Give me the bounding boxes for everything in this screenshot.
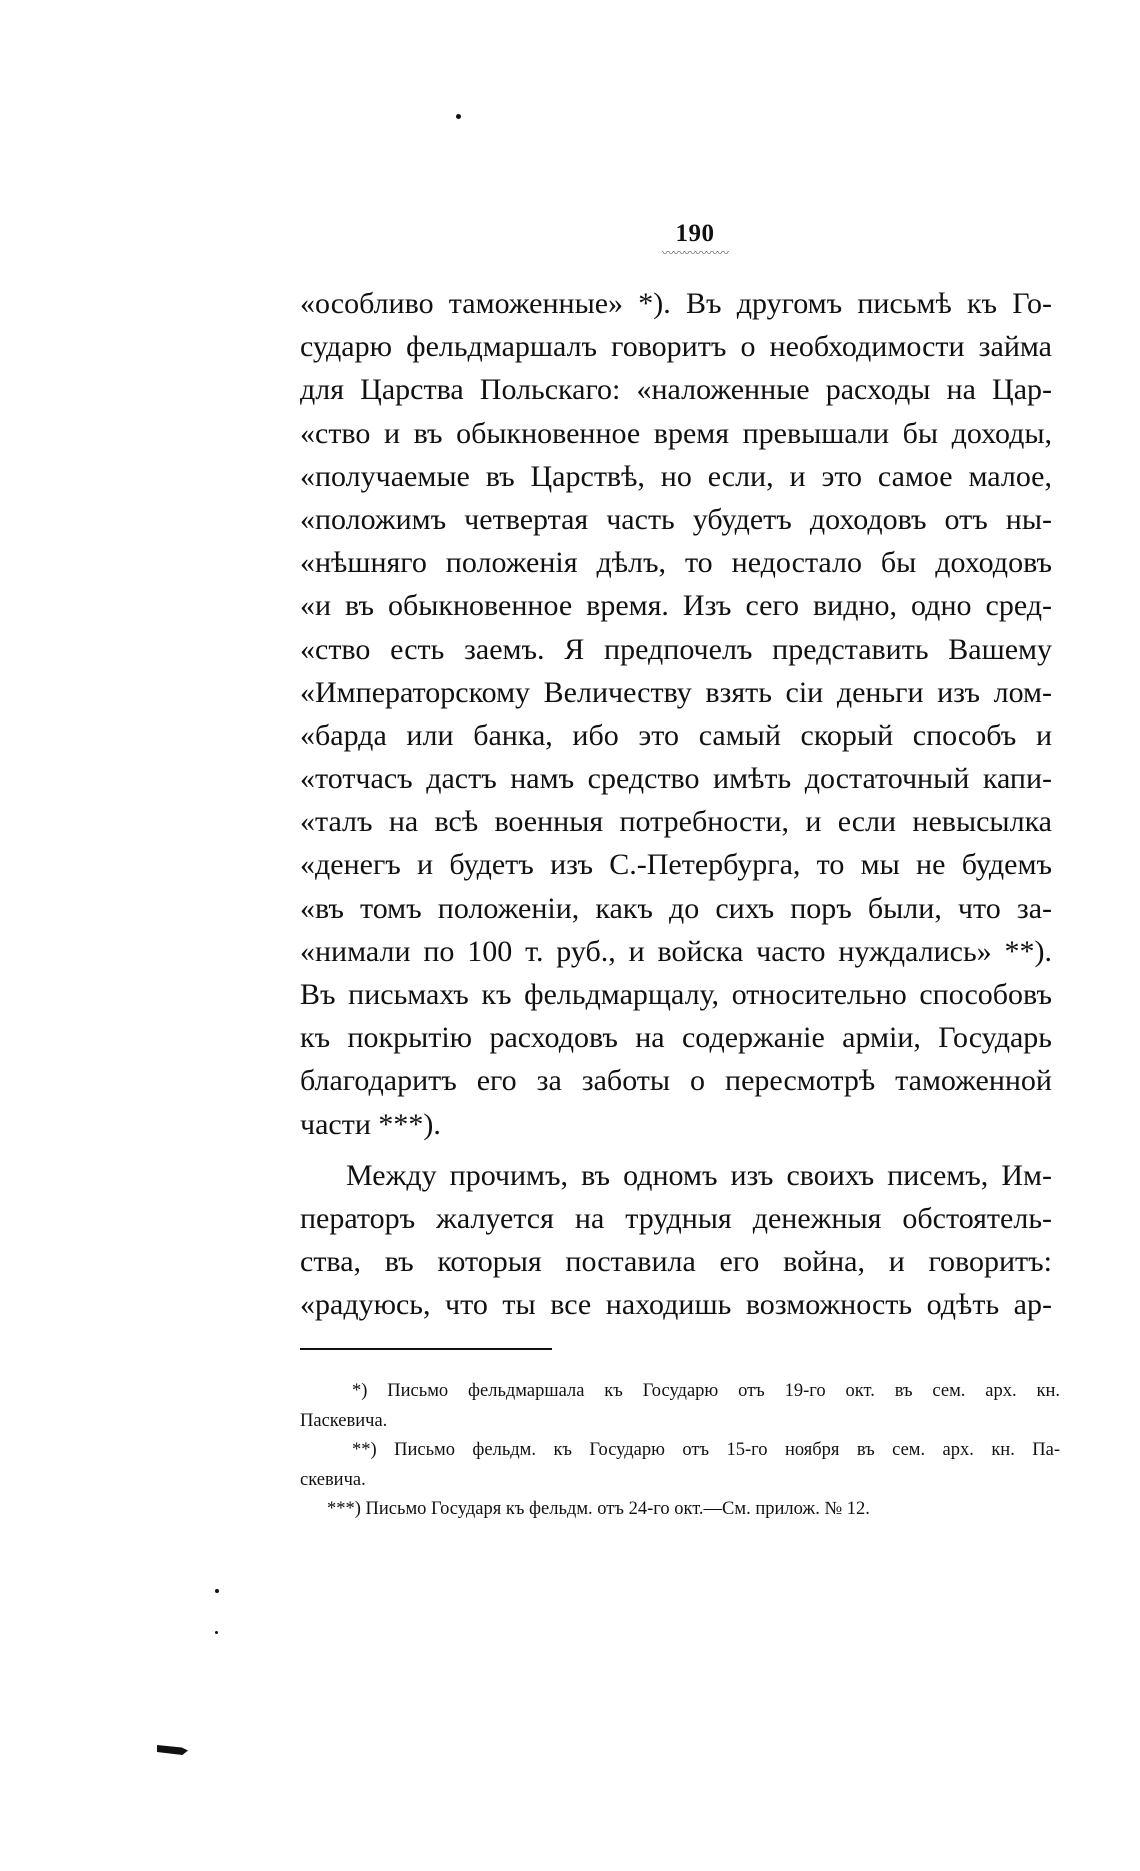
page-speck	[215, 1589, 219, 1593]
footnote-line: **) Письмо фельдм. къ Государю отъ 15-го ноября въ сем. арх. кн. Па-	[352, 1440, 1060, 1460]
text-line: ператоръ жалуется на трудныя денежныя обстоятель-	[300, 1201, 1052, 1235]
text-line: «въ томъ положеніи, какъ до сихъ поръ были, что за-	[300, 891, 1052, 925]
text-line: «особливо таможенные» *). Въ другомъ письмѣ къ Го-	[300, 287, 1052, 320]
text-line: «ство и въ обыкновенное время превышали бы доходы,	[300, 416, 1052, 450]
text-line: ства, въ которыя поставила его война, и говоритъ:	[300, 1245, 1052, 1279]
text-line: «тотчасъ дастъ намъ средство имѣть достаточный капи-	[300, 762, 1052, 796]
footnote-line: *) Письмо фельдмаршала къ Государю отъ 19-го окт. въ сем. арх. кн.	[352, 1381, 1060, 1401]
text-line: части ***).	[300, 1107, 441, 1141]
footnotes	[300, 1377, 1060, 1525]
footnote-line: ***) Письмо Государя къ фельдм. отъ 24-го окт.—См. прилож. № 12.	[327, 1499, 870, 1519]
text-line: «Императорскому Величеству взять сіи деньги изъ лом-	[300, 675, 1052, 709]
paragraph-gap	[300, 1146, 1052, 1154]
text-line: «барда или банка, ибо это самый скорый способъ и	[300, 718, 1052, 752]
footnote-rule	[300, 1348, 552, 1350]
text-line: «радуюсь, что ты все находишь возможность одѣть ар-	[300, 1288, 1052, 1322]
footnote-line: Паскевича.	[300, 1410, 388, 1431]
text-line: «получаемые въ Царствѣ, но если, и это самое малое,	[300, 459, 1052, 493]
text-line: благодаритъ его за заботы о пересмотрѣ таможенной	[300, 1064, 1052, 1098]
page-number-ornament: 〰〰〰〰〰〰	[661, 246, 728, 260]
page-speck	[215, 1631, 218, 1634]
footnote-line: скевича.	[300, 1469, 366, 1490]
text-line: «положимъ четвертая часть убудетъ доходовъ отъ ны-	[300, 502, 1052, 536]
text-line: къ покрытію расходовъ на содержаніе арміи, Государь	[300, 1021, 1052, 1055]
text-line: «денегъ и будетъ изъ С.-Петербурга, то мы не будемъ	[300, 848, 1052, 882]
text-line: «и въ обыкновенное время. Изъ сего видно, одно сред-	[300, 589, 1052, 623]
text-line: «нимали по 100 т. руб., и войска часто нуждались» **).	[300, 934, 1052, 968]
main-text	[300, 282, 1052, 1327]
page-mark	[157, 1745, 188, 1755]
text-line: «нѣшняго положенія дѣлъ, то недостало бы доходовъ	[300, 546, 1052, 580]
page-number: 190	[675, 220, 715, 247]
text-line: «талъ на всѣ военныя потребности, и если невысылка	[300, 805, 1052, 839]
text-line: Между прочимъ, въ одномъ изъ своихъ писемъ, Им-	[346, 1158, 1052, 1192]
page-speck	[456, 114, 461, 119]
text-line: для Царства Польскаго: «наложенные расходы на Цар-	[300, 373, 1052, 407]
text-line: Въ письмахъ къ фельдмарщалу, относительно способовъ	[300, 978, 1052, 1011]
text-line: «ство есть заемъ. Я предпочелъ представить Вашему	[300, 632, 1052, 666]
text-line: сударю фельдмаршалъ говоритъ о необходимости займа	[300, 330, 1052, 364]
